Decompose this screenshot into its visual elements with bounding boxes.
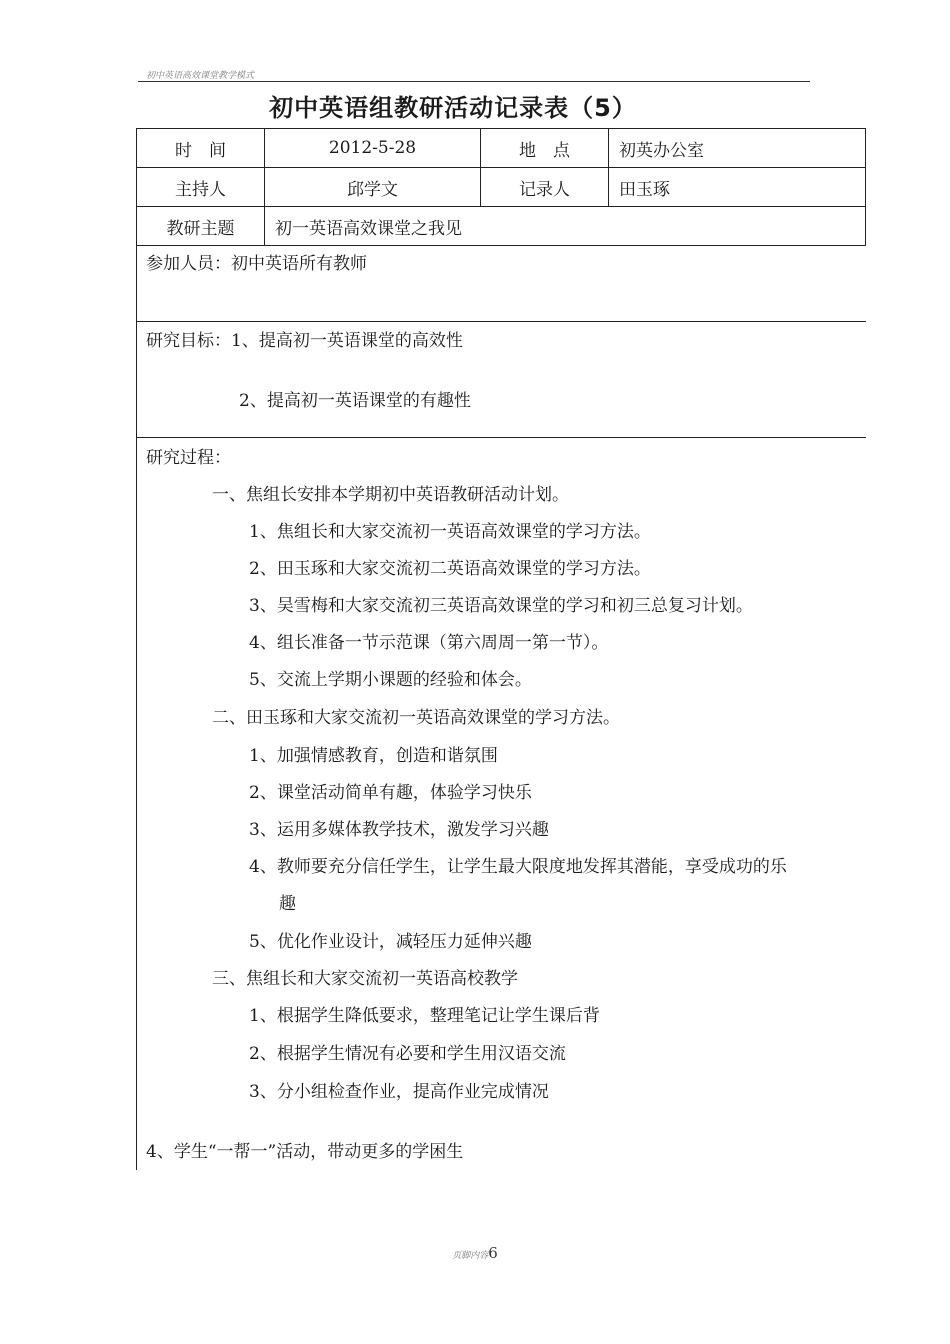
place-value: 初英办公室 (609, 129, 866, 168)
process-section-3: 三、焦组长和大家交流初一英语高校教学 (212, 969, 518, 989)
table-row (137, 129, 866, 168)
process-section-4: 4、学生“一帮一”活动，带动更多的学困生 (146, 1142, 464, 1162)
process-heading: 研究过程： (146, 448, 231, 468)
recorder-value: 田玉琢 (609, 168, 866, 207)
list-item: 5、交流上学期小课题的经验和体会。 (249, 670, 532, 690)
list-item: 2、课堂活动简单有趣，体验学习快乐 (249, 783, 532, 803)
place-label: 地 点 (481, 129, 609, 168)
list-item: 3、吴雪梅和大家交流初三英语高效课堂的学习和初三总复习计划。 (249, 596, 753, 616)
page-header-text: 初中英语高效课堂教学模式 (146, 71, 255, 81)
host-label: 主持人 (137, 168, 265, 207)
footer-text: 页脚内容 (452, 1251, 489, 1261)
header-divider (138, 81, 810, 82)
time-value: 2012-5-28 (265, 129, 481, 168)
table-row (137, 168, 866, 207)
list-item: 3、分小组检查作业，提高作业完成情况 (249, 1082, 549, 1102)
topic-label: 教研主题 (137, 207, 265, 246)
list-item: 3、运用多媒体教学技术，激发学习兴趣 (249, 820, 549, 840)
page-footer (0, 1244, 950, 1262)
host-value: 邱学文 (265, 168, 481, 207)
list-item: 1、加强情感教育，创造和谐氛围 (249, 746, 498, 766)
list-item: 2、根据学生情况有必要和学生用汉语交流 (249, 1044, 566, 1064)
process-section-1: 一、焦组长安排本学期初中英语教研活动计划。 (212, 485, 569, 505)
table-row (137, 207, 866, 246)
list-item: 5、优化作业设计，减轻压力延伸兴趣 (249, 932, 532, 952)
list-item: 1、焦组长和大家交流初一英语高效课堂的学习方法。 (249, 522, 651, 542)
section-divider (137, 321, 866, 322)
participants-text: 参加人员：初中英语所有教师 (146, 254, 367, 274)
record-table (136, 128, 866, 246)
list-item: 1、根据学生降低要求，整理笔记让学生课后背 (249, 1006, 600, 1026)
goals-line-1: 研究目标：1、提高初一英语课堂的高效性 (146, 331, 463, 351)
topic-value: 初一英语高效课堂之我见 (265, 207, 866, 246)
section-divider (137, 437, 866, 438)
list-item: 2、田玉琢和大家交流初二英语高效课堂的学习方法。 (249, 559, 651, 579)
time-label: 时 间 (137, 129, 265, 168)
list-item-continuation: 趣 (279, 894, 296, 914)
page-number: 6 (488, 1244, 498, 1262)
process-section-2: 二、田玉琢和大家交流初一英语高效课堂的学习方法。 (212, 708, 620, 728)
recorder-label: 记录人 (481, 168, 609, 207)
goals-line-2: 2、提高初一英语课堂的有趣性 (239, 391, 471, 411)
list-item: 4、教师要充分信任学生，让学生最大限度地发挥其潜能，享受成功的乐 (249, 857, 787, 877)
page-title: 初中英语组教研活动记录表（5） (269, 94, 637, 122)
record-body (136, 245, 866, 1170)
list-item: 4、组长准备一节示范课（第六周周一第一节）。 (249, 633, 609, 653)
